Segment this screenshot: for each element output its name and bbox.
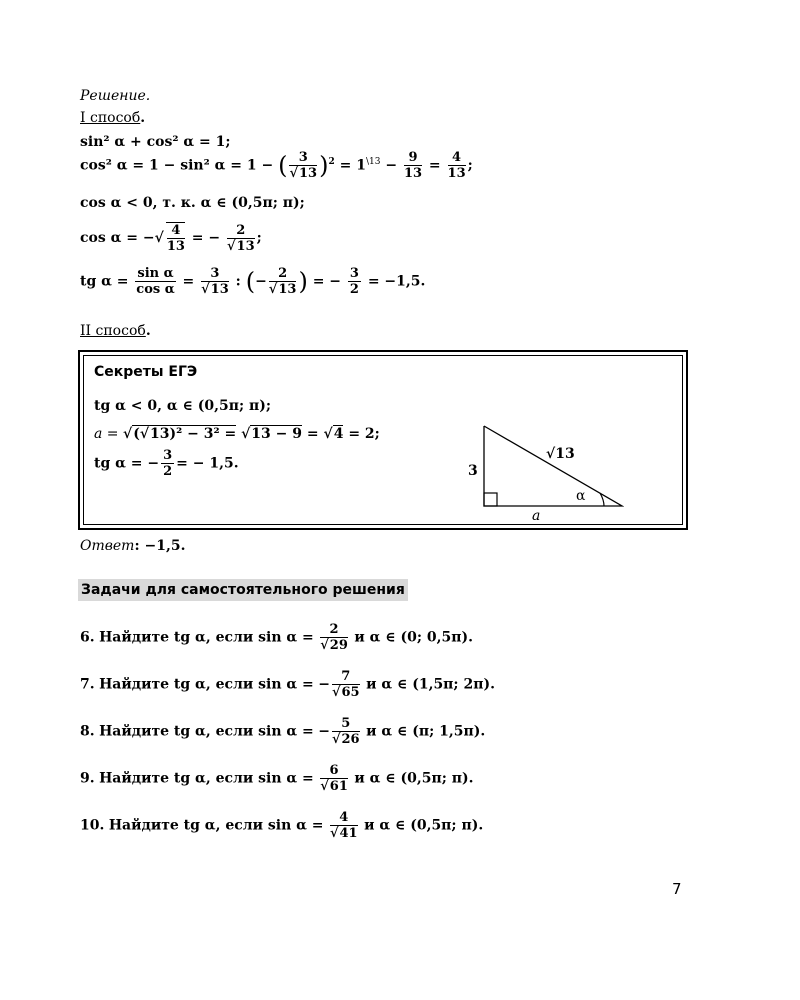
- numerator: 3: [289, 150, 317, 166]
- fraction-2-sqrt13: [269, 266, 297, 297]
- box-line-3: [94, 448, 239, 479]
- denominator: √41: [329, 826, 358, 841]
- numerator: 2: [227, 223, 255, 239]
- fraction-4-13: [448, 150, 466, 181]
- angle-label: α: [576, 488, 586, 504]
- radicand: 13 − 9: [251, 426, 302, 442]
- paren-close: ): [319, 151, 329, 180]
- triangle-diagram: [454, 416, 624, 526]
- method-2-label: II способ: [80, 323, 146, 339]
- method-1-label: I способ: [80, 110, 141, 126]
- task-tail: и α ∈ (0,5π; π).: [354, 770, 474, 787]
- task-number: 10.: [80, 817, 105, 834]
- expr: = −: [312, 273, 342, 290]
- fraction-2-sqrt13: [227, 223, 255, 254]
- cos-value-line: cos α = −√ $\frac{4}{13}$ = − $\frac{2}{√13}$ ;: [80, 222, 262, 254]
- numerator: 3: [201, 266, 229, 282]
- numerator: 6: [320, 763, 348, 779]
- denominator: 13: [447, 166, 466, 181]
- secrets-box-inner: [83, 355, 683, 525]
- right-angle-mark: [484, 493, 497, 506]
- section-title: Задачи для самостоятельного решения: [78, 579, 408, 601]
- task-tail: и α ∈ (0; 0,5π).: [354, 629, 473, 646]
- method-1-heading: I способ.: [80, 110, 146, 126]
- secrets-box-title: Секреты ЕГЭ: [94, 364, 198, 380]
- task-number: 9.: [80, 770, 95, 787]
- task-sign: −: [318, 723, 330, 740]
- identity-line: sin² α + cos² α = 1;: [80, 134, 231, 150]
- numerator: 4: [167, 223, 185, 239]
- answer-value: : −1,5.: [134, 538, 186, 554]
- expr: cos² α = 1 − sin² α = 1 −: [80, 157, 274, 174]
- cos-squared-line: cos² α = 1 − sin² α = 1 − ( $\frac{3}{√13}$ )$^2 = 1^{\backslash 13}$ − $\frac{9}{13}$ = $\frac{4}{13}$ ;: [80, 150, 473, 181]
- task-text: Найдите tg α, если sin α =: [108, 817, 324, 834]
- paren-open: (: [278, 151, 288, 180]
- denominator: √29: [320, 638, 348, 653]
- radicand: 65: [341, 685, 360, 700]
- hypotenuse-label: √13: [546, 446, 575, 462]
- task-fraction: [320, 622, 348, 653]
- expr: :: [235, 273, 241, 290]
- radicand: 13: [210, 282, 229, 297]
- expr: =: [428, 157, 441, 174]
- task-text: Найдите tg α, если sin α =: [99, 770, 314, 787]
- task-fraction: [330, 810, 358, 841]
- denominator: 2: [349, 282, 359, 297]
- numerator: 7: [332, 669, 360, 685]
- task-text: Найдите tg α, если sin α =: [99, 676, 314, 693]
- fraction-3-sqrt13: [289, 150, 317, 181]
- box-line-1: tg α < 0, α ∈ (0,5π; π);: [94, 398, 272, 414]
- fraction-9-13: [404, 150, 422, 181]
- numerator: 4: [448, 150, 466, 166]
- expr: = − 1,5.: [176, 455, 239, 472]
- numerator: 5: [332, 716, 360, 732]
- radicand: 13: [299, 166, 318, 181]
- numerator: sin α: [137, 266, 174, 281]
- denominator: √61: [320, 779, 348, 794]
- triangle-outline: [484, 426, 622, 506]
- expr: )² − 3² =: [169, 426, 237, 442]
- radicand: 61: [329, 779, 348, 794]
- expr: = 1: [339, 157, 366, 174]
- denominator: √13: [201, 282, 229, 297]
- expr: tg α =: [80, 273, 129, 290]
- numerator: 3: [163, 448, 173, 463]
- fraction-3-sqrt13: [201, 266, 229, 297]
- denominator: √13: [289, 166, 318, 181]
- radicand: 13: [150, 426, 170, 442]
- denominator: 2: [163, 464, 173, 479]
- task-item: [80, 669, 495, 700]
- task-number: 6.: [80, 629, 95, 646]
- radicand: 41: [339, 826, 358, 841]
- denominator: 13: [403, 166, 423, 181]
- denominator: √13: [227, 238, 255, 254]
- denominator: 13: [166, 239, 185, 254]
- denominator: √65: [331, 685, 360, 700]
- radicand: 13: [236, 238, 255, 254]
- tg-value-line: tg α = $\frac{\text{sin α}}{\text{cos α}}$ = $\frac{3}{√13}$ : (− $\frac{2}{√13}$ ) = − $\frac{3}{2}$ = −1,5.: [80, 266, 426, 297]
- expr: =: [306, 426, 319, 442]
- cos-sign-line: cos α < 0, т. к. α ∈ (0,5π; π);: [80, 195, 305, 211]
- task-text: Найдите tg α, если sin α =: [99, 629, 314, 646]
- expr: −: [385, 157, 398, 174]
- numerator: 3: [349, 266, 359, 281]
- numerator: 2: [320, 622, 348, 638]
- task-item: [80, 622, 473, 653]
- numerator: 9: [404, 150, 422, 166]
- task-fraction: [332, 669, 360, 700]
- task-tail: и α ∈ (1,5π; 2π).: [366, 676, 495, 693]
- denominator: cos α: [136, 282, 175, 297]
- denominator: √13: [268, 282, 297, 297]
- method-2-heading: II способ.: [80, 323, 151, 339]
- task-number: 8.: [80, 723, 95, 740]
- task-tail: и α ∈ (0,5π; π).: [364, 817, 484, 834]
- answer-line: [80, 538, 185, 554]
- radicand: 26: [341, 732, 360, 747]
- page-number: 7: [672, 880, 682, 898]
- task-number: 7.: [80, 676, 95, 693]
- secrets-box: [78, 350, 688, 530]
- expr: = −: [191, 230, 221, 246]
- fraction-sin-cos: [135, 266, 175, 297]
- stray-mark: \13: [365, 156, 381, 167]
- numerator: 4: [330, 810, 358, 826]
- fraction-3-2: [161, 448, 174, 479]
- leg-label: 3: [468, 463, 478, 479]
- task-item: [80, 716, 485, 747]
- radicand: 4: [333, 426, 344, 442]
- expr: a =: [94, 426, 123, 442]
- task-tail: и α ∈ (π; 1,5π).: [366, 723, 486, 740]
- expr: tg α = −: [94, 455, 160, 472]
- expr: = 2;: [348, 426, 380, 442]
- radicand: 13: [278, 282, 297, 297]
- numerator: 2: [269, 266, 297, 282]
- sqrt-fraction-4-13: [166, 222, 185, 254]
- paren-close: ): [298, 267, 308, 296]
- task-sign: −: [318, 676, 330, 693]
- denominator: √26: [331, 732, 360, 747]
- task-fraction: [332, 716, 360, 747]
- task-text: Найдите tg α, если sin α =: [99, 723, 314, 740]
- fraction-3-2: [348, 266, 361, 297]
- box-line-2: a = √(√13)² − 3² = √13 − 9 = √4 = 2;: [94, 426, 380, 442]
- base-label: a: [532, 508, 541, 524]
- paren-open: (: [245, 267, 256, 296]
- radicand: (√13)² − 3² =: [133, 426, 237, 442]
- expr: = −1,5.: [367, 273, 426, 290]
- solution-label: Решение.: [80, 88, 151, 104]
- task-fraction: [320, 763, 348, 794]
- answer-label: Ответ: [80, 538, 135, 554]
- task-item: [80, 763, 474, 794]
- task-item: [80, 810, 483, 841]
- expr: cos α = −: [80, 230, 155, 246]
- radicand: 29: [329, 638, 348, 653]
- expr: =: [182, 273, 195, 290]
- expr: (: [133, 426, 140, 442]
